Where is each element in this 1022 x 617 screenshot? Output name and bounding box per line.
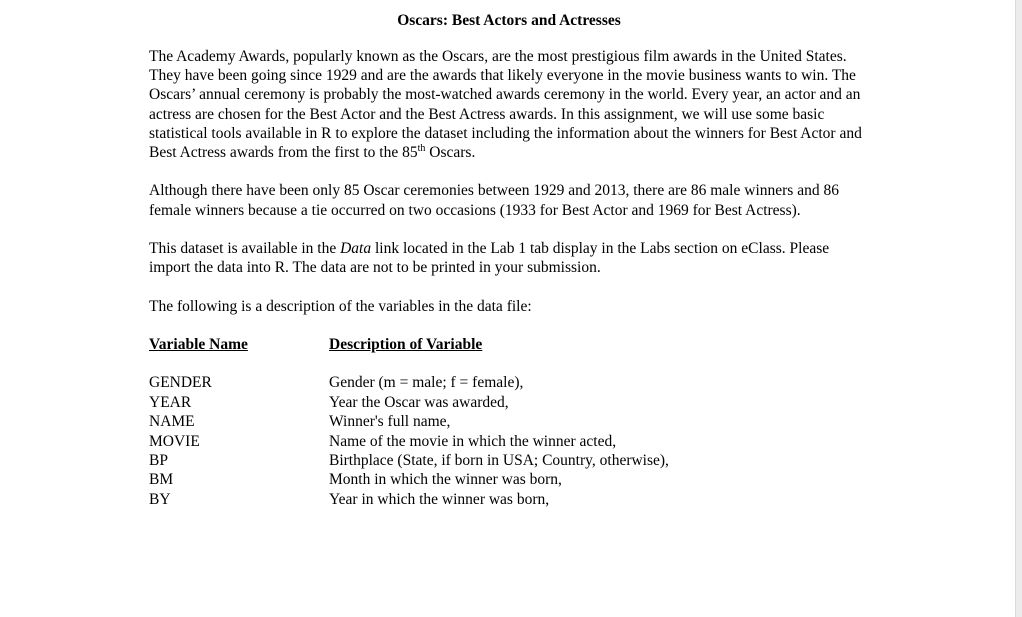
tie-paragraph: Although there have been only 85 Oscar ceremonies between 1929 and 2013, there are 86 male winners and 86 female winners because a tie occurred on two occasions (1933 for Best Actor and 1969 for Best Actress). — [149, 182, 839, 219]
variable-row — [149, 373, 869, 392]
page-right-edge — [1015, 0, 1022, 617]
variable-row — [149, 393, 869, 412]
dataset-text-before: This dataset is available in the — [149, 240, 341, 257]
variable-name: MOVIE — [149, 432, 200, 450]
intro-text-end: Oscars. — [425, 144, 476, 162]
variable-row — [149, 451, 869, 470]
variable-name: BM — [149, 471, 174, 489]
variable-name: YEAR — [149, 393, 192, 411]
variable-description-header: Description of Variable — [329, 335, 483, 353]
dataset-paragraph — [149, 239, 869, 277]
document-body — [149, 47, 869, 509]
intro-text: The Academy Awards, popularly known as the Oscars, are the most prestigious film awards in the United States. They have been going since 1929 and are the awards that likely everyone in the movie business wants to win. The Oscars’ annual ceremony is probably the most-watched awards ceremony in the world. Every year, an actor and an actress are chosen for the Best Actor and the Best Actress awards. In this assignment, we will use some basic statistical tools available in R to explore the dataset including the information about the winners for Best Actor and Best Actress awards from the first to the 85 — [149, 48, 862, 162]
variables-table-header — [149, 335, 869, 354]
variable-description: Birthplace (State, if born in USA; Country, otherwise), — [329, 451, 669, 469]
dataset-text-after: link located in the Lab 1 tab display in the Labs section on eClass. Please import the data into R. The data are not to be printed in your submission. — [149, 240, 830, 277]
data-link-word: Data — [340, 240, 372, 257]
variables-intro-paragraph: The following is a description of the variables in the data file: — [149, 297, 532, 315]
document-title: Oscars: Best Actors and Actresses — [397, 12, 621, 29]
variable-row — [149, 490, 869, 509]
variable-name: GENDER — [149, 374, 212, 392]
variable-name-header: Variable Name — [149, 335, 248, 353]
ordinal-superscript: th — [417, 142, 426, 154]
intro-paragraph — [149, 47, 869, 162]
variable-description: Name of the movie in which the winner acted, — [329, 432, 617, 450]
variable-description: Gender (m = male; f = female), — [329, 374, 524, 392]
variable-name: BP — [149, 451, 168, 469]
variable-row — [149, 470, 869, 489]
variable-description: Winner's full name, — [329, 413, 451, 431]
variable-description: Year in which the winner was born, — [329, 490, 550, 508]
variable-description: Month in which the winner was born, — [329, 471, 562, 489]
variable-description: Year the Oscar was awarded, — [329, 393, 509, 411]
variable-row — [149, 432, 869, 451]
variable-name: NAME — [149, 413, 195, 431]
variables-table — [149, 373, 869, 509]
variable-row — [149, 412, 869, 431]
variable-name: BY — [149, 490, 171, 508]
